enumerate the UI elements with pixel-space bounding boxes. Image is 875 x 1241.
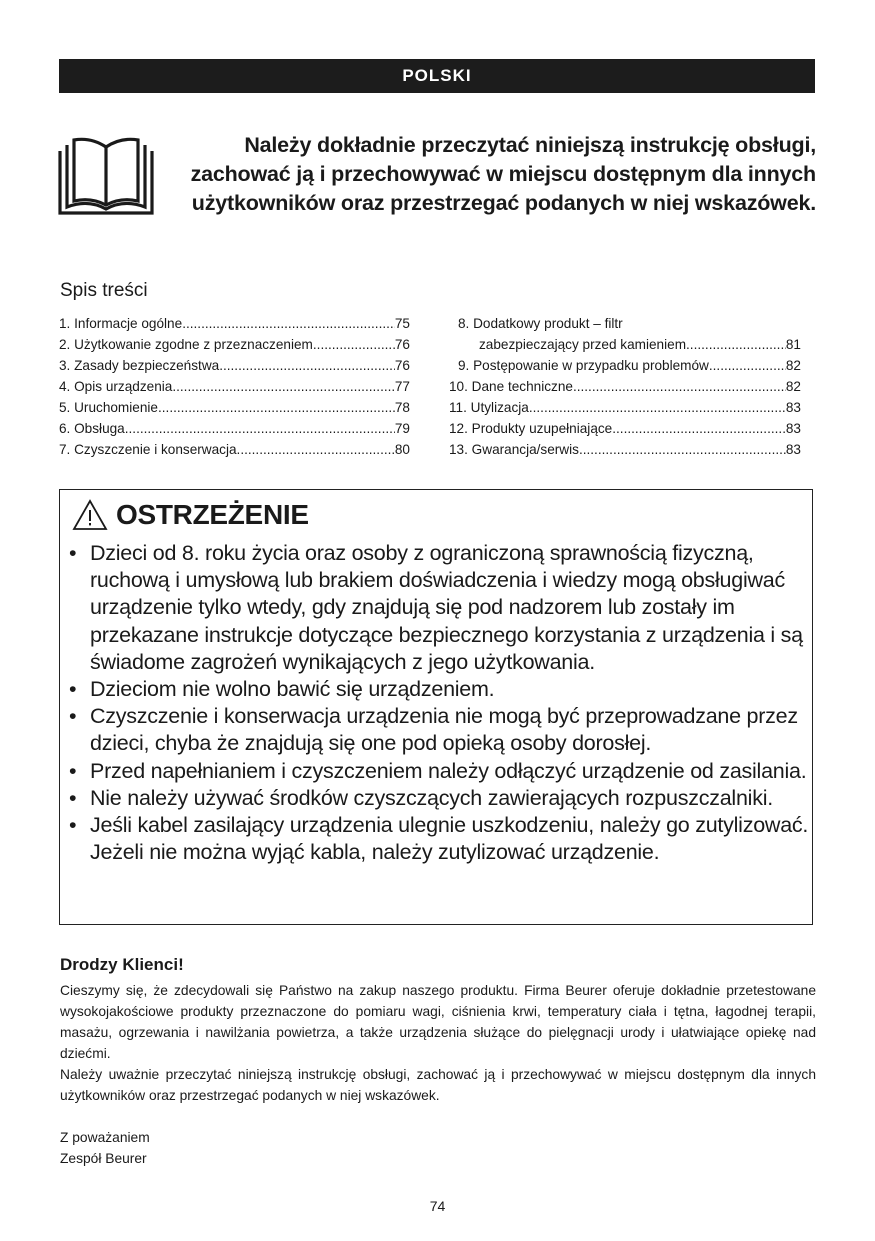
warning-item: • Nie należy używać środków czyszczących zawierających rozpuszczalniki.: [68, 785, 810, 812]
toc-title: Spis treści: [60, 280, 148, 301]
toc-item[interactable]: [449, 418, 801, 439]
letter-paragraph: Cieszymy się, że zdecydowali się Państwo na zakup naszego produktu. Firma Beurer oferuje dokładnie przetestowane wysokojakościowe produkty przeznaczone do pomiaru wagi, ciśnienia krwi, temperatury ciała i tętna, łagodnej terapii, masażu, ogrzewania i nawilżania powietrza, a także urządzenia służące do pielęgnacji urody i ułatwiające opiekę nad dziećmi.: [60, 983, 816, 1061]
toc-item-label: 2. Użytkowanie zgodne z przeznaczeniem: [59, 337, 313, 352]
toc-item-label: 1. Informacje ogólne: [59, 316, 183, 331]
language-header: POLSKI: [59, 59, 815, 93]
intro-notice: [168, 131, 816, 218]
toc-item[interactable]: [59, 376, 410, 397]
toc-item-page: 79: [394, 421, 410, 436]
toc-item-page: 83: [785, 442, 801, 457]
intro-line: zachować ją i przechowywać w miejscu dostępnym dla innych: [190, 162, 816, 186]
toc-item-page: 78: [394, 400, 410, 415]
toc-item-label: 10. Dane techniczne: [449, 379, 573, 394]
toc-right-column: [449, 313, 801, 460]
toc-item-label: 6. Obsługa: [59, 421, 125, 436]
toc-item-label: zabezpieczający przed kamieniem: [479, 337, 687, 352]
warning-list: [68, 540, 810, 866]
toc-left-column: [59, 313, 410, 460]
warning-item: • Czyszczenie i konserwacja urządzenia nie mogą być przeprowadzane przez dzieci, chyba że znajdują się one pod opieką osoby dorosłej.: [68, 703, 810, 757]
letter-signer: Zespół Beurer: [60, 1151, 147, 1166]
toc-item-page: 76: [394, 337, 410, 352]
toc-item-label: 7. Czyszczenie i konserwacja: [59, 442, 237, 457]
toc-item[interactable]: [449, 439, 801, 460]
toc-item-page: 82: [785, 379, 801, 394]
toc-item-page: 83: [785, 421, 801, 436]
warning-item: • Dzieci od 8. roku życia oraz osoby z ograniczoną sprawnością fizyczną, ruchową i umysłową lub brakiem doświadczenia i wiedzy mogą obsługiwać urządzenie tylko wtedy, gdy znajdują się pod nadzorem lub zostały im przekazane instrukcje dotyczące bezpiecznego korzystania z urządzenia i są świadome zagrożeń wynikających z jego użytkowania.: [68, 540, 810, 676]
toc-item-page: 81: [785, 337, 801, 352]
letter-closing: Z poważaniem: [60, 1130, 150, 1145]
toc-item-page: 80: [394, 442, 410, 457]
toc-item-page: 76: [394, 358, 410, 373]
toc-item-page: 77: [394, 379, 410, 394]
toc-item-label: 11. Utylizacja: [449, 400, 529, 415]
letter-signature: [60, 1127, 150, 1169]
toc-item[interactable]: [59, 355, 410, 376]
warning-triangle-icon: [72, 498, 108, 532]
warning-header: [72, 498, 309, 532]
warning-item: • Przed napełnianiem i czyszczeniem należy odłączyć urządzenie od zasilania.: [68, 758, 810, 785]
toc-item-label: 4. Opis urządzenia: [59, 379, 173, 394]
toc-item-label: 13. Gwarancja/serwis: [449, 442, 579, 457]
toc-item-page: 83: [785, 400, 801, 415]
intro-line: Należy dokładnie przeczytać niniejszą instrukcję obsługi,: [244, 133, 816, 157]
toc-item[interactable]: [449, 376, 801, 397]
letter-body: [60, 980, 816, 1106]
letter-paragraph: Należy uważnie przeczytać niniejszą instrukcję obsługi, zachować ją i przechowywać w miejscu dostępnym dla innych użytkowników oraz przestrzegać podanych w niej wskazówek.: [60, 1067, 816, 1103]
warning-title: OSTRZEŻENIE: [116, 499, 309, 530]
open-book-icon: [58, 137, 154, 215]
toc-item[interactable]: [59, 439, 410, 460]
page-number: 74: [429, 1198, 446, 1214]
intro-line: użytkowników oraz przestrzegać podanych w niej wskazówek.: [191, 191, 816, 215]
toc-item[interactable]: [59, 397, 410, 418]
toc-item[interactable]: [449, 397, 801, 418]
warning-box: [59, 489, 813, 925]
toc-item[interactable]: [59, 313, 410, 334]
toc-item[interactable]: [449, 313, 801, 334]
toc-item-label: 8. Dodatkowy produkt – filtr: [458, 316, 623, 331]
warning-item: • Dzieciom nie wolno bawić się urządzeniem.: [68, 676, 810, 703]
letter-greeting: Drodzy Klienci!: [60, 955, 184, 974]
toc-item-label: 5. Uruchomienie: [59, 400, 158, 415]
toc-item[interactable]: [59, 334, 410, 355]
toc-item-label: 3. Zasady bezpieczeństwa: [59, 358, 220, 373]
toc-item-page: 75: [394, 316, 410, 331]
toc-item[interactable]: [59, 418, 410, 439]
warning-item: • Jeśli kabel zasilający urządzenia ulegnie uszkodzeniu, należy go zutylizować. Jeżeli nie można wyjąć kabla, należy zutylizować urządzenie.: [68, 812, 810, 866]
toc-item-label: 9. Postępowanie w przypadku problemów: [458, 358, 709, 373]
toc-item-page: 82: [785, 358, 801, 373]
toc-item[interactable]: [449, 334, 801, 355]
toc-item[interactable]: [449, 355, 801, 376]
toc-item-label: 12. Produkty uzupełniające: [449, 421, 613, 436]
